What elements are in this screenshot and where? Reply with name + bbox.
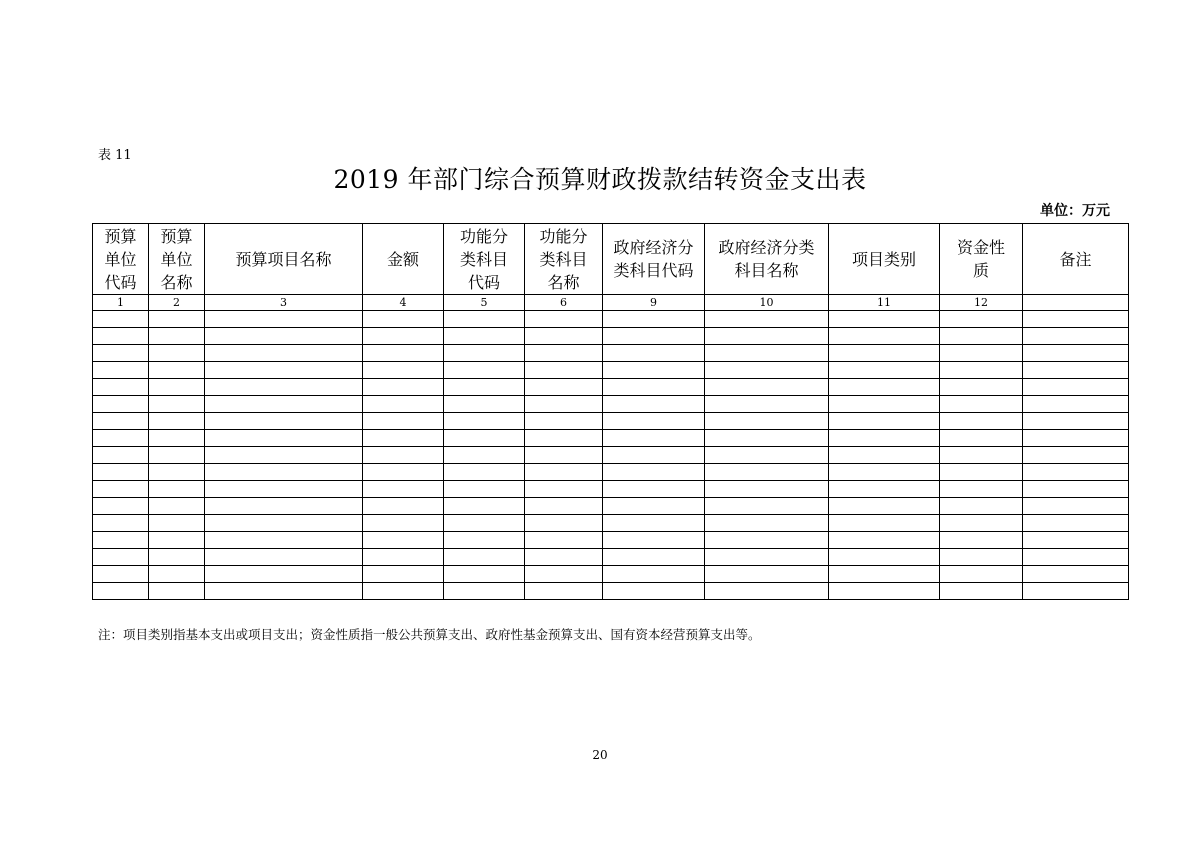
table-row [93, 396, 1129, 413]
table-cell [829, 447, 940, 464]
table-cell [525, 532, 603, 549]
table-cell [940, 311, 1023, 328]
table-cell [525, 362, 603, 379]
table-cell [149, 311, 205, 328]
table-cell [1023, 515, 1129, 532]
table-cell [444, 413, 525, 430]
table-row [93, 566, 1129, 583]
table-cell [444, 396, 525, 413]
table-cell [603, 464, 705, 481]
table-cell [1023, 447, 1129, 464]
table-cell [205, 498, 363, 515]
table-cell [705, 481, 829, 498]
table-cell [205, 481, 363, 498]
column-number: 10 [705, 295, 829, 311]
table-cell [603, 447, 705, 464]
table-cell [829, 413, 940, 430]
table-cell [705, 396, 829, 413]
table-cell [93, 549, 149, 566]
table-cell [1023, 328, 1129, 345]
table-cell [444, 532, 525, 549]
table-row [93, 328, 1129, 345]
column-number-row [93, 295, 1129, 311]
table-cell [149, 498, 205, 515]
table-cell [444, 362, 525, 379]
table-cell [705, 447, 829, 464]
table-cell [525, 481, 603, 498]
table-label: 表 11 [98, 148, 132, 163]
header-cell-budget-project-name: 预算项目名称 [205, 224, 363, 295]
table-cell [603, 532, 705, 549]
table-cell [525, 328, 603, 345]
table-cell [93, 362, 149, 379]
table-cell [940, 566, 1023, 583]
table-cell [149, 413, 205, 430]
budget-table [92, 223, 1129, 600]
table-cell [829, 430, 940, 447]
table-cell [603, 311, 705, 328]
table-row [93, 430, 1129, 447]
table-cell [1023, 413, 1129, 430]
table-cell [149, 396, 205, 413]
table-cell [363, 481, 444, 498]
table-cell [603, 430, 705, 447]
table-cell [363, 566, 444, 583]
table-cell [363, 311, 444, 328]
table-row [93, 345, 1129, 362]
table-cell [363, 583, 444, 600]
table-cell [829, 481, 940, 498]
table-cell [829, 532, 940, 549]
table-cell [525, 549, 603, 566]
table-row [93, 311, 1129, 328]
table-cell [1023, 464, 1129, 481]
table-cell [444, 498, 525, 515]
table-cell [205, 328, 363, 345]
table-row [93, 362, 1129, 379]
table-cell [940, 345, 1023, 362]
table-cell [363, 413, 444, 430]
table-cell [149, 379, 205, 396]
table-cell [525, 464, 603, 481]
table-cell [525, 345, 603, 362]
table-cell [603, 549, 705, 566]
table-cell [940, 515, 1023, 532]
table-cell [1023, 498, 1129, 515]
table-cell [829, 379, 940, 396]
header-cell-amount: 金额 [363, 224, 444, 295]
table-cell [444, 583, 525, 600]
table-cell [1023, 566, 1129, 583]
table-cell [940, 396, 1023, 413]
table-cell [603, 396, 705, 413]
table-cell [1023, 549, 1129, 566]
table-cell [705, 532, 829, 549]
table-cell [205, 515, 363, 532]
table-cell [940, 413, 1023, 430]
table-cell [829, 498, 940, 515]
table-cell [205, 379, 363, 396]
table-cell [603, 515, 705, 532]
table-cell [829, 396, 940, 413]
table-cell [444, 379, 525, 396]
table-cell [525, 311, 603, 328]
table-cell [525, 583, 603, 600]
table-cell [93, 311, 149, 328]
table-row [93, 481, 1129, 498]
table-cell [940, 583, 1023, 600]
column-number: 2 [149, 295, 205, 311]
column-number: 6 [525, 295, 603, 311]
header-cell-economic-code: 政府经济分 类科目代码 [603, 224, 705, 295]
table-cell [93, 515, 149, 532]
table-cell [1023, 583, 1129, 600]
table-cell [829, 515, 940, 532]
table-cell [363, 328, 444, 345]
table-cell [149, 566, 205, 583]
table-cell [603, 345, 705, 362]
table-cell [205, 447, 363, 464]
table-cell [205, 311, 363, 328]
table-cell [363, 532, 444, 549]
table-cell [525, 379, 603, 396]
table-cell [705, 583, 829, 600]
table-cell [149, 583, 205, 600]
table-cell [205, 362, 363, 379]
table-cell [363, 447, 444, 464]
table-cell [940, 328, 1023, 345]
table-cell [205, 583, 363, 600]
table-cell [940, 464, 1023, 481]
table-cell [363, 345, 444, 362]
column-number [1023, 295, 1129, 311]
table-cell [363, 379, 444, 396]
table-cell [205, 566, 363, 583]
table-cell [1023, 396, 1129, 413]
header-cell-function-name: 功能分 类科目 名称 [525, 224, 603, 295]
table-cell [93, 583, 149, 600]
table-cell [603, 583, 705, 600]
table-cell [363, 362, 444, 379]
table-cell [149, 362, 205, 379]
page-title: 2019 年部门综合预算财政拨款结转资金支出表 [333, 165, 867, 194]
table-cell [705, 430, 829, 447]
table-cell [829, 464, 940, 481]
table-cell [444, 464, 525, 481]
table-cell [940, 532, 1023, 549]
table-row [93, 413, 1129, 430]
column-number: 3 [205, 295, 363, 311]
table-cell [829, 549, 940, 566]
table-cell [149, 481, 205, 498]
table-cell [205, 430, 363, 447]
table-cell [1023, 362, 1129, 379]
column-number: 4 [363, 295, 444, 311]
table-cell [444, 515, 525, 532]
table-cell [205, 413, 363, 430]
table-cell [149, 464, 205, 481]
page-number: 20 [592, 748, 608, 762]
header-cell-fund-nature: 资金性 质 [940, 224, 1023, 295]
table-cell [940, 549, 1023, 566]
table-cell [93, 566, 149, 583]
table-cell [705, 413, 829, 430]
table-cell [93, 447, 149, 464]
table-cell [1023, 379, 1129, 396]
table-cell [705, 345, 829, 362]
table-cell [525, 413, 603, 430]
table-cell [829, 328, 940, 345]
table-cell [363, 549, 444, 566]
table-cell [363, 464, 444, 481]
table-cell [444, 447, 525, 464]
table-row [93, 447, 1129, 464]
table-cell [93, 532, 149, 549]
header-cell-project-category: 项目类别 [829, 224, 940, 295]
table-cell [93, 328, 149, 345]
table-row [93, 379, 1129, 396]
table-cell [603, 362, 705, 379]
table-cell [93, 498, 149, 515]
header-cell-economic-name: 政府经济分类 科目名称 [705, 224, 829, 295]
table-body [93, 311, 1129, 600]
footnote: 注：项目类别指基本支出或项目支出；资金性质指一般公共预算支出、政府性基金预算支出、国有资本经营预算支出等。 [98, 627, 761, 642]
table-cell [1023, 481, 1129, 498]
column-number: 9 [603, 295, 705, 311]
table-cell [205, 464, 363, 481]
table-cell [149, 515, 205, 532]
table-cell [940, 430, 1023, 447]
table-row [93, 549, 1129, 566]
table-cell [705, 566, 829, 583]
table-cell [525, 498, 603, 515]
table-cell [940, 379, 1023, 396]
table-cell [444, 311, 525, 328]
table-cell [829, 311, 940, 328]
table-cell [829, 566, 940, 583]
table-cell [205, 345, 363, 362]
column-number: 5 [444, 295, 525, 311]
table-cell [525, 515, 603, 532]
header-cell-remarks: 备注 [1023, 224, 1129, 295]
table-cell [940, 447, 1023, 464]
table-cell [603, 328, 705, 345]
table-cell [829, 345, 940, 362]
table-cell [1023, 532, 1129, 549]
table-row [93, 532, 1129, 549]
table-cell [93, 379, 149, 396]
header-cell-budget-unit-name: 预算 单位 名称 [149, 224, 205, 295]
table-cell [93, 345, 149, 362]
table-cell [205, 549, 363, 566]
table-cell [444, 345, 525, 362]
table-cell [149, 447, 205, 464]
table-cell [444, 328, 525, 345]
table-cell [93, 413, 149, 430]
table-cell [93, 430, 149, 447]
table-cell [149, 430, 205, 447]
table-cell [829, 362, 940, 379]
table-cell [705, 311, 829, 328]
column-number: 1 [93, 295, 149, 311]
table-cell [525, 566, 603, 583]
table-cell [149, 345, 205, 362]
table-cell [205, 532, 363, 549]
column-number: 11 [829, 295, 940, 311]
table-cell [205, 396, 363, 413]
table-cell [149, 532, 205, 549]
table-cell [149, 328, 205, 345]
table-cell [603, 379, 705, 396]
table-row [93, 515, 1129, 532]
table-cell [525, 396, 603, 413]
header-cell-budget-unit-code: 预算 单位 代码 [93, 224, 149, 295]
table-cell [525, 430, 603, 447]
table-cell [940, 362, 1023, 379]
unit-label: 单位：万元 [1040, 203, 1110, 219]
table-row [93, 464, 1129, 481]
table-cell [1023, 311, 1129, 328]
header-cell-function-code: 功能分 类科目 代码 [444, 224, 525, 295]
table-cell [444, 481, 525, 498]
column-number: 12 [940, 295, 1023, 311]
table-cell [93, 396, 149, 413]
table-cell [363, 515, 444, 532]
table-cell [705, 362, 829, 379]
table-cell [705, 379, 829, 396]
table-cell [603, 481, 705, 498]
header-row [93, 224, 1129, 295]
table-cell [93, 464, 149, 481]
table-cell [93, 481, 149, 498]
table-cell [444, 566, 525, 583]
table-cell [363, 498, 444, 515]
table-cell [444, 549, 525, 566]
table-cell [1023, 345, 1129, 362]
table-cell [829, 583, 940, 600]
table-row [93, 498, 1129, 515]
table-cell [149, 549, 205, 566]
table-cell [603, 566, 705, 583]
table-cell [940, 481, 1023, 498]
table-cell [603, 413, 705, 430]
table-cell [705, 549, 829, 566]
table-cell [705, 464, 829, 481]
table-cell [444, 430, 525, 447]
table-cell [705, 328, 829, 345]
table-cell [525, 447, 603, 464]
table-cell [1023, 430, 1129, 447]
table-cell [940, 498, 1023, 515]
table-cell [705, 498, 829, 515]
table-cell [363, 396, 444, 413]
table-cell [603, 498, 705, 515]
table-cell [363, 430, 444, 447]
table-row [93, 583, 1129, 600]
table-cell [705, 515, 829, 532]
